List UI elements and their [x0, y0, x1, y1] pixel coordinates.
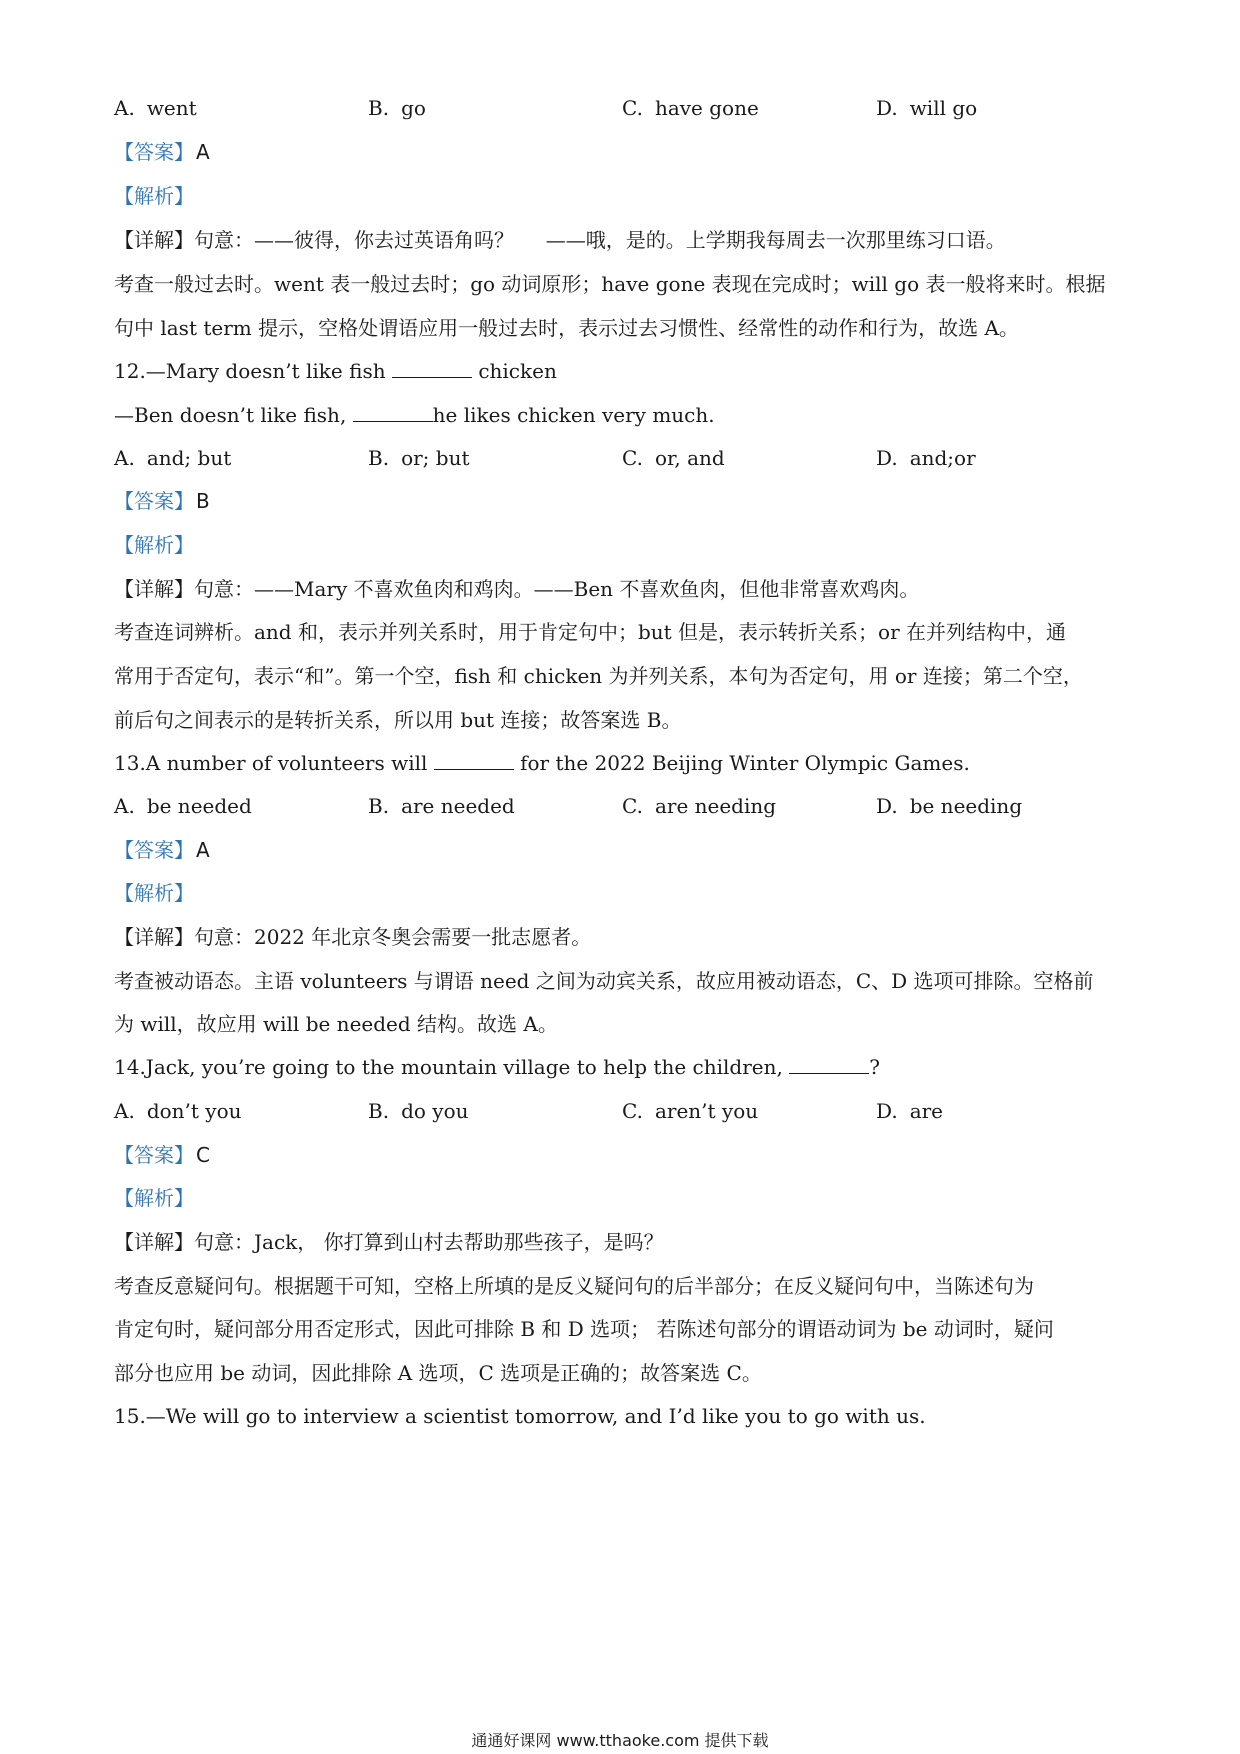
- q11-answer: 【答案】 A: [114, 140, 210, 164]
- q11-explain-line-1: 考查一般过去时。went 表一般过去时；go 动词原形；have gone 表现在完成时；will go 表一般将来时。根据: [114, 272, 1106, 296]
- q11-detail: 【详解】句意：——彼得，你去过英语角吗？ ——哦，是的。上学期我每周去一次那里练习口语。: [114, 228, 1006, 252]
- q13-stem: 13.A number of volunteers will for the 2022 Beijing Winter Olympic Games.: [114, 751, 970, 775]
- q13-option-d: D. be needing: [876, 794, 1023, 818]
- q14-stem: 14.Jack, you’re going to the mountain village to help the children, ?: [114, 1055, 880, 1079]
- q11-analysis-heading: 【解析】: [114, 184, 194, 208]
- q13-option-b: B. are needed: [368, 794, 515, 818]
- q12-stem-line-1: 12.—Mary doesn’t like fish chicken: [114, 359, 557, 383]
- q13-analysis-heading: 【解析】: [114, 881, 194, 905]
- q13-blank: [434, 749, 514, 770]
- q14-analysis-heading: 【解析】: [114, 1186, 194, 1210]
- q11-option-a: A. went: [114, 96, 197, 120]
- q11-option-c: C. have gone: [622, 96, 759, 120]
- q14-options: [114, 1097, 1134, 1125]
- q14-blank: [789, 1053, 869, 1074]
- q12-explain-line-3: 前后句之间表示的是转折关系，所以用 but 连接；故答案选 B。: [114, 708, 682, 732]
- q14-answer: 【答案】 C: [114, 1143, 210, 1167]
- q14-explain-line-3: 部分也应用 be 动词，因此排除 A 选项，C 选项是正确的；故答案选 C。: [114, 1361, 762, 1385]
- q13-option-c: C. are needing: [622, 794, 777, 818]
- q12-explain-line-2: 常用于否定句，表示“和”。第一个空，fish 和 chicken 为并列关系，本句为否定句，用 or 连接；第二个空，: [114, 664, 1083, 688]
- q14-option-d: D. are: [876, 1099, 944, 1123]
- q11-option-b: B. go: [368, 96, 426, 120]
- q13-explain-line-1: 考查被动语态。主语 volunteers 与谓语 need 之间为动宾关系，故应用被动语态，C、D 选项可排除。空格前: [114, 969, 1094, 993]
- q12-stem-line-2: —Ben doesn’t like fish, he likes chicken very much.: [114, 403, 715, 427]
- q13-options: [114, 792, 1134, 820]
- q12-option-c: C. or, and: [622, 446, 725, 470]
- q14-option-a: A. don’t you: [114, 1099, 242, 1123]
- q13-explain-line-2: 为 will，故应用 will be needed 结构。故选 A。: [114, 1012, 558, 1036]
- q11-option-d: D. will go: [876, 96, 978, 120]
- q14-option-b: B. do you: [368, 1099, 469, 1123]
- q14-explain-line-2: 肯定句时，疑问部分用否定形式，因此可排除 B 和 D 选项； 若陈述句部分的谓语动词为 be 动词时，疑问: [114, 1317, 1054, 1341]
- q14-detail: 【详解】句意：Jack， 你打算到山村去帮助那些孩子，是吗？: [114, 1230, 664, 1254]
- q12-detail: 【详解】句意：——Mary 不喜欢鱼肉和鸡肉。——Ben 不喜欢鱼肉，但他非常喜欢鸡肉。: [114, 577, 920, 601]
- q12-option-d: D. and;or: [876, 446, 976, 470]
- q12-option-b: B. or; but: [368, 446, 470, 470]
- q13-option-a: A. be needed: [114, 794, 252, 818]
- q12-options: [114, 444, 1134, 472]
- q14-option-c: C. aren’t you: [622, 1099, 759, 1123]
- q12-answer: 【答案】 B: [114, 489, 210, 513]
- q11-explain-line-2: 句中 last term 提示，空格处谓语应用一般过去时，表示过去习惯性、经常性的动作和行为，故选 A。: [114, 316, 1019, 340]
- q14-explain-line-1: 考查反意疑问句。根据题干可知，空格上所填的是反义疑问句的后半部分；在反义疑问句中，当陈述句为: [114, 1274, 1034, 1298]
- q15-stem: 15.—We will go to interview a scientist tomorrow, and I’d like you to go with us.: [114, 1404, 926, 1428]
- q13-answer: 【答案】 A: [114, 838, 210, 862]
- q12-blank-1: [392, 357, 472, 378]
- q12-option-a: A. and; but: [114, 446, 232, 470]
- page-footer: 通通好课网 www.tthaoke.com 提供下载: [471, 1731, 769, 1750]
- q13-detail: 【详解】句意：2022 年北京冬奥会需要一批志愿者。: [114, 925, 592, 949]
- q11-options: [114, 94, 1134, 122]
- q12-blank-2: [353, 401, 433, 422]
- q12-analysis-heading: 【解析】: [114, 533, 194, 557]
- q12-explain-line-1: 考查连词辨析。and 和，表示并列关系时，用于肯定句中；but 但是，表示转折关系；or 在并列结构中，通: [114, 620, 1067, 644]
